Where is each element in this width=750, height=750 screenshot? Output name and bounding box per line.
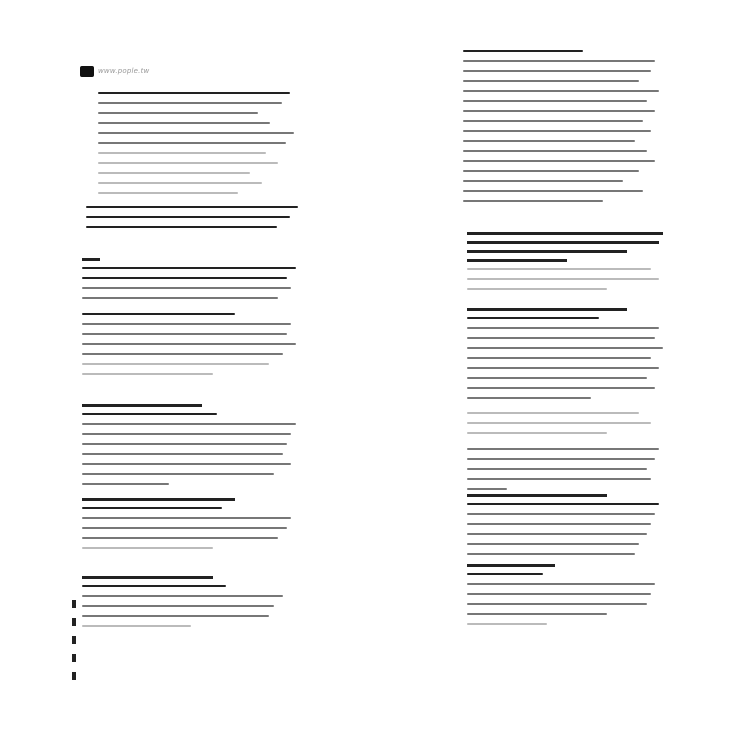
publisher-logo bbox=[80, 63, 149, 79]
right-section-4 bbox=[467, 564, 667, 633]
right-page bbox=[375, 0, 750, 750]
left-text-block-2 bbox=[82, 258, 300, 389]
right-heading-block bbox=[467, 232, 667, 304]
right-text-block-1 bbox=[463, 50, 663, 216]
right-section-2 bbox=[467, 412, 667, 504]
logo-icon bbox=[80, 66, 94, 77]
right-section-1 bbox=[467, 308, 667, 413]
left-separator-lines bbox=[86, 206, 298, 242]
left-section-3 bbox=[82, 498, 300, 563]
left-text-block-1 bbox=[98, 92, 298, 202]
right-section-3 bbox=[467, 494, 667, 569]
left-margin-marks bbox=[72, 600, 82, 690]
left-section-2 bbox=[82, 404, 300, 499]
left-section-4 bbox=[82, 576, 300, 635]
logo-text: www.pople.tw bbox=[98, 67, 150, 75]
